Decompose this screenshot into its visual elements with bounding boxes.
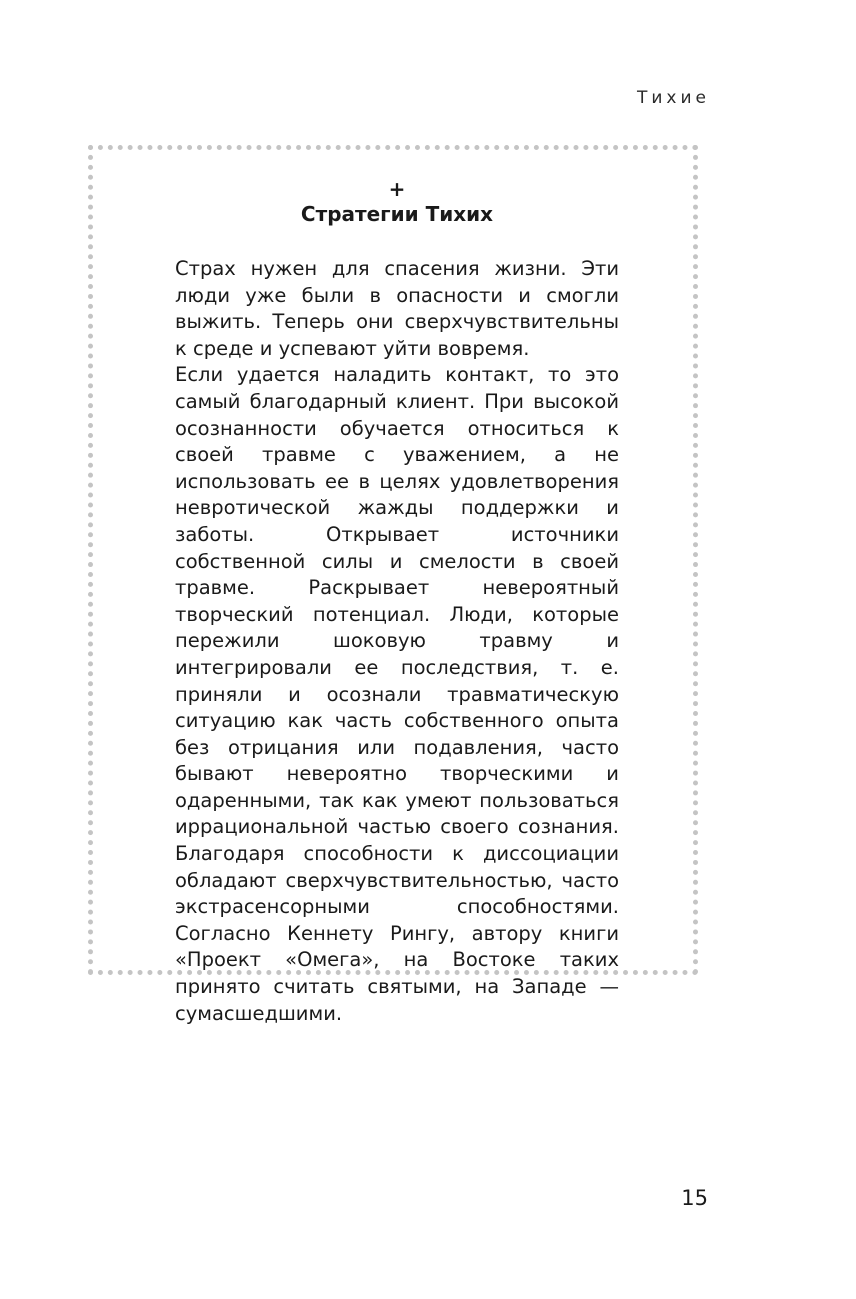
sidebar-box-content — [175, 178, 619, 1027]
plus-marker-icon: + — [388, 177, 406, 201]
running-header: Тихие — [636, 88, 710, 108]
sidebar-box-title: Стратегии Тихих — [300, 202, 494, 226]
sidebar-box — [88, 145, 698, 1025]
page-number: 15 — [681, 1186, 708, 1210]
sidebar-box-paragraph-1: Страх нужен для спасения жизни. Эти люди уже были в опасности и смогли выжить. Теперь они сверхчувствительны к среде и успевают уйти вовремя. — [175, 257, 619, 360]
sidebar-box-paragraph-2: Если удается наладить контакт, то это самый благодарный клиент. При высокой осознанности обучается относиться к своей травме с уважением, а не использовать ее в целях удовлетворения невротической жажды поддержки и заботы. Открывает источники собственной силы и смелости в своей травме. Раскрывает невероятный творческий потенциал. Люди, которые пережили шоковую травму и интегрировали ее последствия, т. е. приняли и осознали травматическую ситуацию как часть собственного опыта без отрицания или подавления, часто бывают невероятно творческими и одаренными, так как умеют пользоваться иррациональной частью своего сознания. Благодаря способности к диссоциации обладают сверхчувствительностью, часто экстрасенсорными способностями. Согласно Кеннету Рингу, автору книги «Проект «Омега», на Востоке таких принято считать святыми, на Западе — сумасшедшими. — [175, 363, 619, 1025]
